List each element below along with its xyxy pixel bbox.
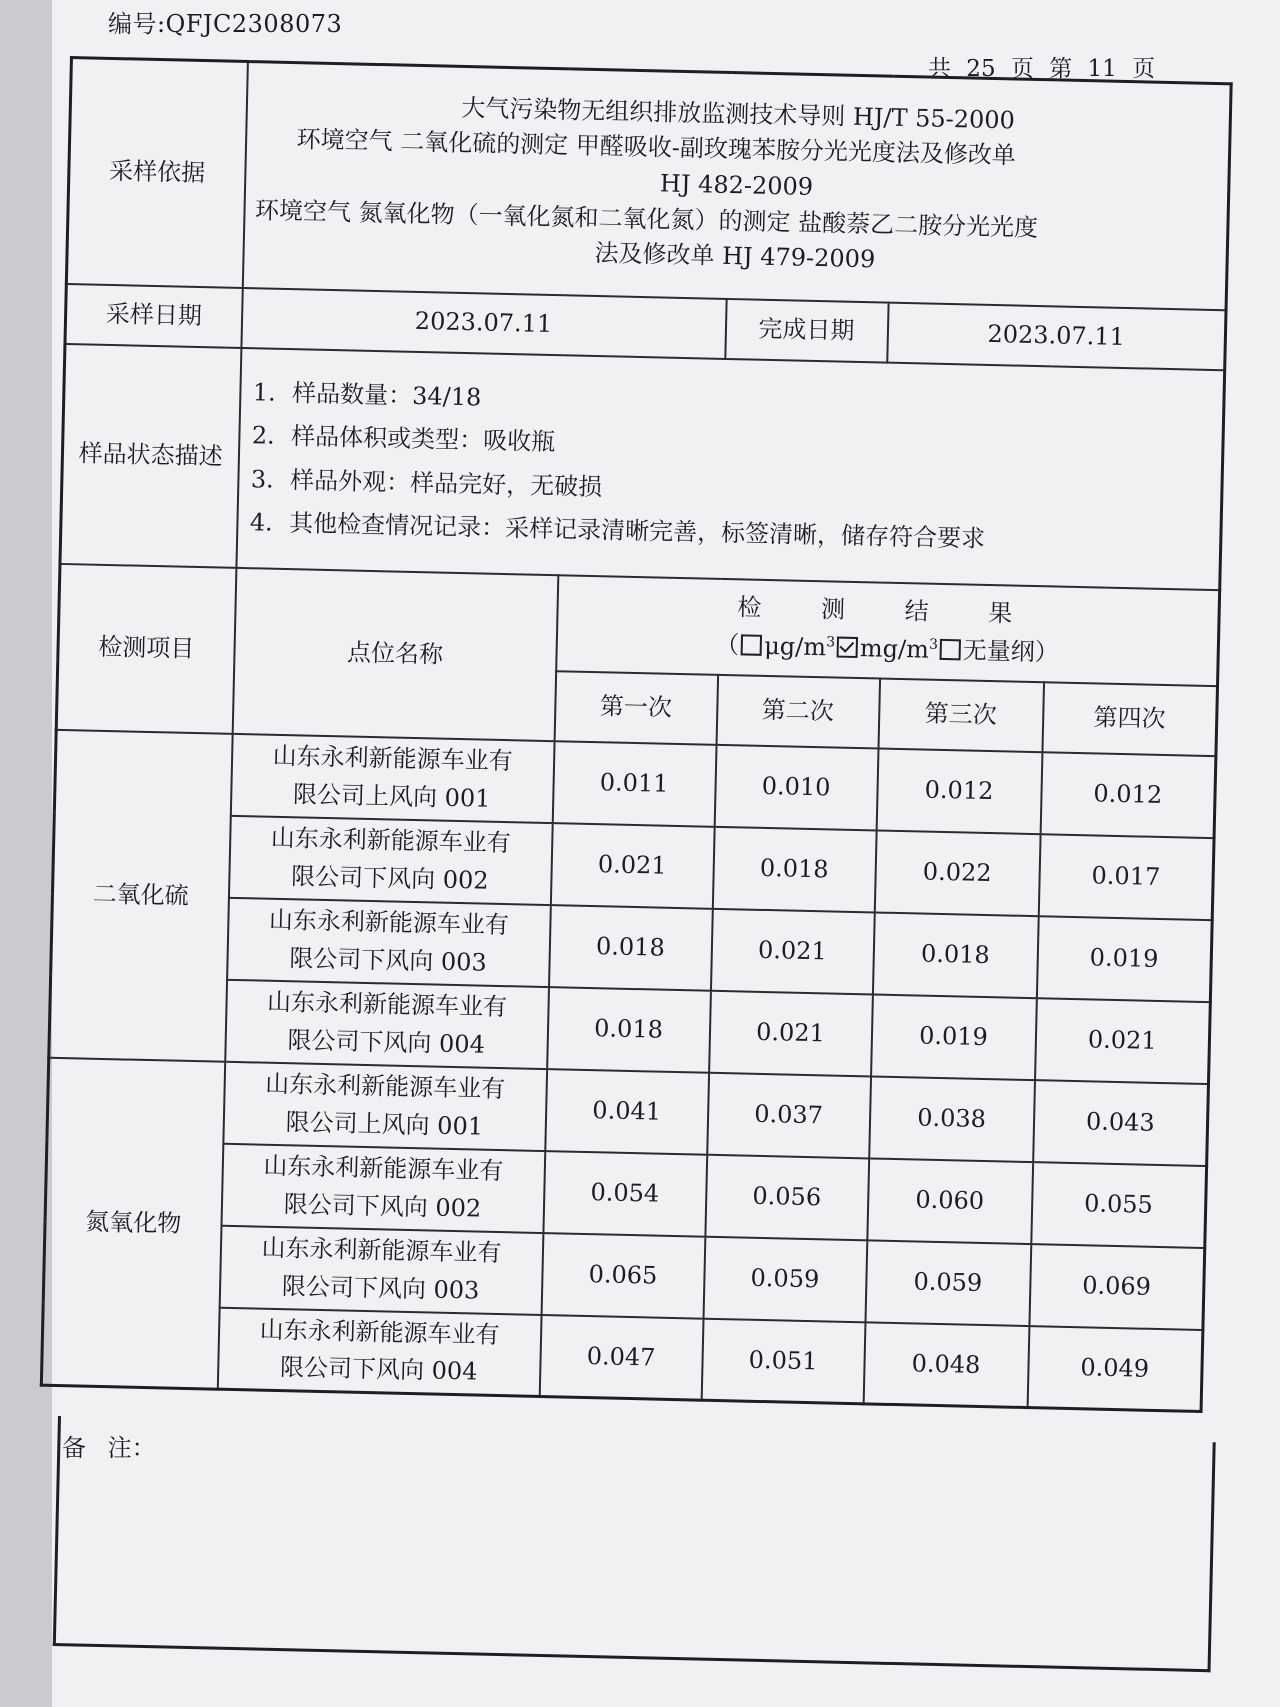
unit-dimensionless-checkbox[interactable]: [940, 638, 961, 659]
result-value: 0.021: [550, 823, 714, 909]
remarks-frame: [53, 1416, 1216, 1672]
result-value: 0.021: [1035, 998, 1211, 1084]
result-value: 0.037: [707, 1072, 871, 1158]
basis-line: 环境空气 氮氧化物（一氧化氮和二氧化氮）的测定 盐酸萘乙二胺分光光度: [254, 195, 1039, 242]
unit-dimensionless-label: 无量纲: [962, 635, 1036, 666]
round-header: 第二次: [716, 674, 880, 748]
result-header: [556, 575, 1220, 686]
result-value: 0.059: [865, 1240, 1031, 1326]
sampling-basis-content: [242, 62, 1231, 310]
unit-ug-label: μg/m: [763, 631, 827, 661]
result-value: 0.043: [1033, 1080, 1209, 1166]
item-name: 二氧化硫: [49, 729, 232, 1061]
round-header: 第三次: [878, 678, 1044, 752]
round-header: 第四次: [1042, 682, 1218, 756]
result-value: 0.018: [872, 912, 1038, 998]
status-line: 3．样品外观：样品完好，无破损: [250, 464, 603, 501]
round-header: 第一次: [554, 671, 718, 745]
result-value: 0.048: [863, 1322, 1029, 1408]
page-info: 共 25 页 第 11 页: [928, 56, 1156, 82]
item-name: 氮氧化物: [41, 1057, 224, 1389]
site-name: 山东永利新能源车业有 限公司下风向 002: [221, 1143, 545, 1232]
result-value: 0.054: [543, 1151, 707, 1237]
status-line: 2．样品体积或类型：吸收瓶: [251, 421, 556, 457]
site-name: 山东永利新能源车业有 限公司下风向 002: [228, 815, 552, 904]
result-value: 0.038: [869, 1076, 1035, 1162]
result-value: 0.018: [549, 905, 713, 991]
result-value: 0.018: [547, 987, 711, 1073]
result-value: 0.012: [1040, 752, 1216, 838]
unit-open: （: [714, 630, 740, 659]
site-header: 点位名称: [232, 567, 558, 740]
result-value: 0.056: [705, 1154, 869, 1240]
result-value: 0.060: [867, 1158, 1033, 1244]
result-value: 0.047: [539, 1315, 703, 1401]
result-value: 0.059: [703, 1236, 867, 1322]
unit-cube: 3: [928, 636, 939, 653]
sample-status-row: [60, 343, 1225, 589]
sampling-date-label: 采样日期: [65, 283, 242, 347]
result-value: 0.010: [714, 744, 878, 830]
result-value: 0.051: [701, 1318, 865, 1404]
result-value: 0.055: [1031, 1162, 1207, 1248]
result-value: 0.017: [1038, 834, 1214, 920]
document-number: 编号:QFJC2308073: [108, 10, 343, 38]
sampling-basis-label: 采样依据: [66, 58, 247, 288]
status-line: 1．样品数量：34/18: [252, 378, 482, 412]
result-title: 检 测 结 果: [737, 593, 1039, 629]
sample-status-label: 样品状态描述: [60, 343, 241, 567]
result-value: 0.012: [876, 748, 1042, 834]
site-name: 山东永利新能源车业有 限公司下风向 003: [227, 897, 551, 986]
result-value: 0.019: [1036, 916, 1212, 1002]
basis-line: 大气污染物无组织排放监测技术导则 HJ/T 55-2000: [461, 93, 1016, 135]
result-value: 0.011: [552, 741, 716, 827]
result-value: 0.069: [1029, 1244, 1205, 1330]
unit-ug-checkbox[interactable]: [741, 634, 762, 655]
basis-line: HJ 482-2009: [659, 169, 814, 201]
completion-date-value: 2023.07.11: [887, 302, 1226, 370]
unit-close: ）: [1034, 637, 1060, 667]
status-line: 4．其他检查情况记录：采样记录清晰完善，标签清晰，储存符合要求: [249, 507, 986, 553]
result-value: 0.021: [710, 908, 874, 994]
result-value: 0.041: [545, 1069, 709, 1155]
site-name: 山东永利新能源车业有 限公司上风向 001: [223, 1061, 547, 1150]
result-value: 0.019: [871, 994, 1037, 1080]
basis-line: 法及修改单 HJ 479-2009: [594, 238, 876, 274]
sampling-date-value: 2023.07.11: [241, 287, 726, 358]
site-name: 山东永利新能源车业有 限公司上风向 001: [230, 733, 554, 822]
sampling-basis-row: [66, 58, 1231, 310]
item-header: 检测项目: [56, 563, 236, 733]
sample-status-content: [236, 347, 1225, 589]
result-value: 0.018: [712, 826, 876, 912]
result-value: 0.022: [874, 830, 1040, 916]
unit-mg-checkbox[interactable]: [837, 636, 858, 657]
result-value: 0.049: [1027, 1326, 1203, 1412]
unit-cube: 3: [826, 633, 836, 651]
completion-date-label: 完成日期: [725, 298, 888, 362]
basis-line: 环境空气 二氧化硫的测定 甲醛吸收-副玫瑰苯胺分光光度法及修改单: [296, 125, 1017, 170]
site-name: 山东永利新能源车业有 限公司下风向 004: [217, 1307, 541, 1396]
remarks-label: 备 注：: [62, 1434, 156, 1462]
monitoring-report-table: [40, 56, 1233, 1413]
site-name: 山东永利新能源车业有 限公司下风向 003: [219, 1225, 543, 1314]
result-value: 0.021: [709, 990, 873, 1076]
result-value: 0.065: [541, 1233, 705, 1319]
unit-mg-label: mg/m: [859, 633, 930, 664]
site-name: 山东永利新能源车业有 限公司下风向 004: [225, 979, 549, 1068]
document-page: [52, 0, 1280, 1707]
